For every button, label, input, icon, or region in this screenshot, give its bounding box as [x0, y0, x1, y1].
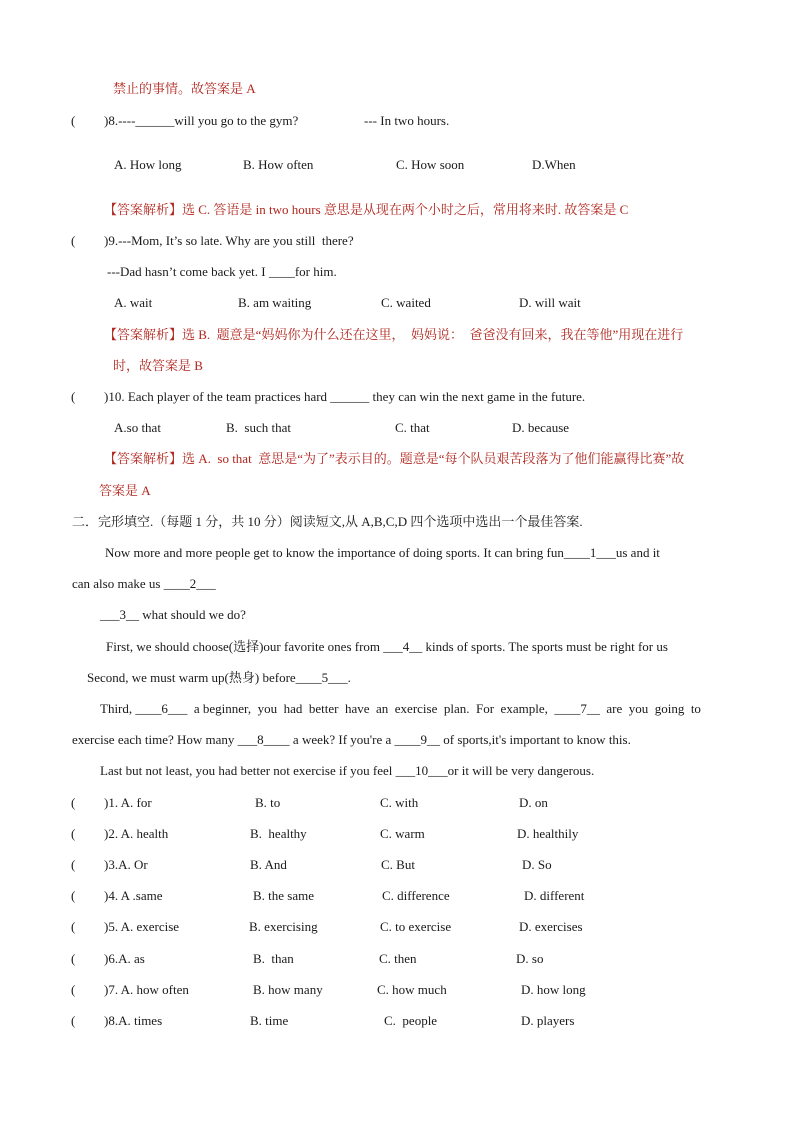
text-line: )8.A. times: [104, 1013, 163, 1028]
text-line: Last but not least, you had better not exercise if you feel ___10___or it will be very dangerous.: [100, 763, 595, 778]
text-line: )3.A. Or: [104, 857, 148, 872]
answer-explanation-line: 【答案解析】选 A. so that 意思是“为了”表示目的。题意是“每个队员艰苦段落为了他们能赢得比赛”故: [104, 451, 685, 466]
answer-explanation-line: 【答案解析】选 B. 题意是“妈妈你为什么还在这里， 妈妈说： 爸爸没有回来，我在等他”用现在进行: [104, 327, 684, 342]
text-line: D. how long: [521, 982, 586, 997]
answer-bracket: (: [71, 389, 76, 404]
text-line: 二．完形填空.（每题 1 分，共 10 分）阅读短文,从 A,B,C,D 四个选项中选出一个最佳答案.: [72, 514, 583, 529]
text-line: C. people: [384, 1013, 438, 1028]
answer-explanation-line: 禁止的事情。故答案是 A: [113, 81, 256, 96]
text-line: B. And: [250, 857, 287, 872]
text-line: C. warm: [380, 826, 425, 841]
text-line: B. how many: [253, 982, 323, 997]
text-line: Second, we must warm up(热身) before____5___.: [87, 670, 351, 685]
answer-explanation-line: 【答案解析】选 C. 答语是 in two hours 意思是从现在两个小时之后，常用将来时. 故答案是 C: [104, 202, 629, 217]
text-line: D. will wait: [519, 295, 581, 310]
text-line: D. players: [521, 1013, 575, 1028]
answer-explanation-line: 答案是 A: [99, 483, 151, 498]
text-line: can also make us ____2___: [72, 576, 216, 591]
text-line: B. How often: [243, 157, 314, 172]
text-line: )10. Each player of the team practices hard ______ they can win the next game in the future.: [104, 389, 586, 404]
answer-explanation-line: 时，故答案是 B: [113, 358, 203, 373]
answer-bracket: (: [71, 233, 76, 248]
text-line: C. how much: [377, 982, 447, 997]
text-line: B. the same: [253, 888, 315, 903]
text-line: exercise each time? How many ___8____ a week? If you're a ____9__ of sports,it's important to know this.: [72, 732, 631, 747]
answer-bracket: (: [71, 826, 76, 841]
text-line: C. that: [395, 420, 430, 435]
answer-bracket: (: [71, 982, 76, 997]
text-line: ___3__ what should we do?: [100, 607, 246, 622]
answer-bracket: (: [71, 888, 76, 903]
answer-bracket: (: [71, 919, 76, 934]
text-line: B. am waiting: [238, 295, 312, 310]
text-line: Now more and more people get to know the importance of doing sports. It can bring fun____1___us and it: [105, 545, 660, 560]
text-line: C. difference: [382, 888, 450, 903]
text-line: B. to: [255, 795, 281, 810]
text-line: B. healthy: [250, 826, 307, 841]
text-line: A. wait: [114, 295, 153, 310]
text-line: ---Dad hasn’t come back yet. I ____for him.: [107, 264, 337, 279]
text-line: D. So: [522, 857, 552, 872]
answer-bracket: (: [71, 113, 76, 128]
answer-bracket: (: [71, 795, 76, 810]
text-line: )5. A. exercise: [104, 919, 180, 934]
text-line: First, we should choose(选择)our favorite ones from ___4__ kinds of sports. The sports must be right for us: [106, 639, 668, 654]
text-line: D. healthily: [517, 826, 579, 841]
text-line: )7. A. how often: [104, 982, 189, 997]
answer-bracket: (: [71, 951, 76, 966]
text-line: B. exercising: [249, 919, 318, 934]
text-line: --- In two hours.: [364, 113, 450, 128]
text-line: B. such that: [226, 420, 291, 435]
answer-bracket: (: [71, 1013, 76, 1028]
text-line: D. so: [516, 951, 544, 966]
text-line: C. with: [380, 795, 419, 810]
text-line: )4. A .same: [104, 888, 163, 903]
text-line: C. to exercise: [380, 919, 452, 934]
text-line: C. then: [379, 951, 417, 966]
answer-bracket: (: [71, 857, 76, 872]
text-line: C. But: [381, 857, 415, 872]
text-line: D. because: [512, 420, 570, 435]
text-line: D. on: [519, 795, 548, 810]
text-line: A.so that: [114, 420, 161, 435]
text-line: B. than: [253, 951, 294, 966]
text-line: D. exercises: [519, 919, 583, 934]
text-line: A. How long: [114, 157, 182, 172]
text-line: C. How soon: [396, 157, 465, 172]
text-line: B. time: [250, 1013, 289, 1028]
text-line: D.When: [532, 157, 576, 172]
text-line: D. different: [524, 888, 585, 903]
text-line: )8.----______will you go to the gym?: [104, 113, 299, 128]
text-line: )9.---Mom, It’s so late. Why are you still there?: [104, 233, 354, 248]
text-line: Third, ____6___ a beginner, you had better have an exercise plan. For example, ____7__ are you going to: [100, 701, 701, 716]
text-line: C. waited: [381, 295, 431, 310]
text-line: )1. A. for: [104, 795, 152, 810]
text-line: )2. A. health: [104, 826, 169, 841]
text-line: )6.A. as: [104, 951, 145, 966]
